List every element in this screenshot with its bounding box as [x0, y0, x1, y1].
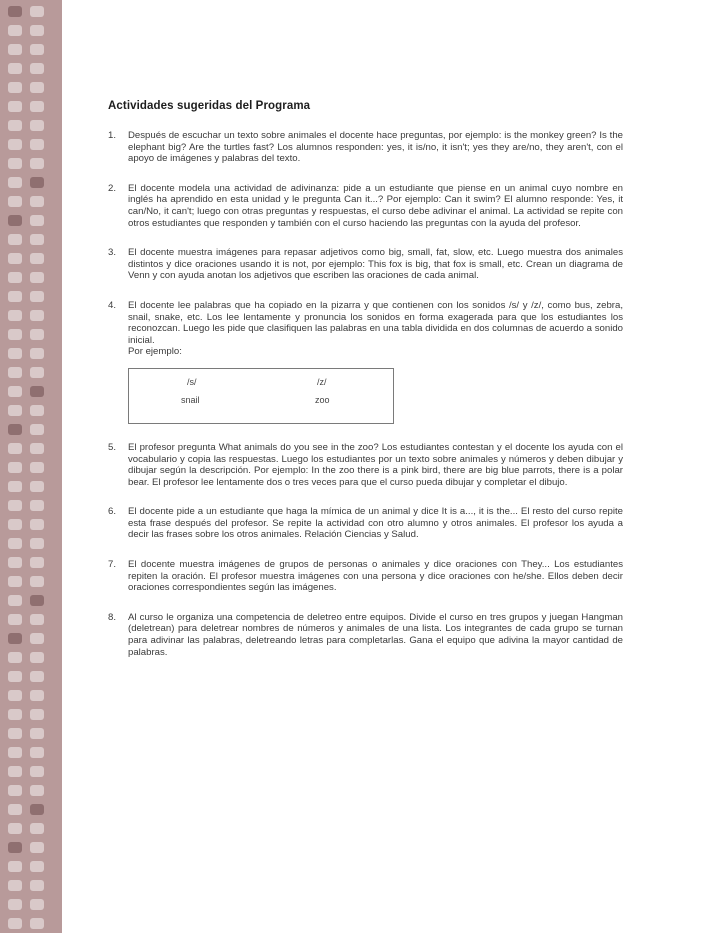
- binding-hole: [8, 291, 22, 302]
- list-item: [108, 130, 623, 165]
- item-text: Después de escuchar un texto sobre animales el docente hace preguntas, por ejemplo: is the monkey green? Is the elephant big? Are the turtles fast? Los alumnos responden: yes, it is/no, it isn't; yes they are/no, they aren't, con el apoyo de imágenes y palabras del texto.: [128, 130, 623, 165]
- binding-hole: [30, 215, 44, 226]
- binding-hole: [8, 785, 22, 796]
- binding-hole: [8, 842, 22, 853]
- binding-hole: [30, 329, 44, 340]
- binding-hole: [30, 158, 44, 169]
- binding-hole: [30, 424, 44, 435]
- notebook-binding: [0, 0, 62, 933]
- binding-hole: [8, 576, 22, 587]
- binding-hole: [8, 557, 22, 568]
- list-item: [108, 506, 623, 541]
- binding-hole: [30, 462, 44, 473]
- item-number: 3.: [108, 247, 117, 259]
- binding-hole: [30, 348, 44, 359]
- binding-hole: [8, 918, 22, 929]
- binding-hole: [30, 823, 44, 834]
- binding-hole: [30, 234, 44, 245]
- binding-hole: [8, 158, 22, 169]
- page-title: Actividades sugeridas del Programa: [108, 100, 311, 112]
- binding-hole: [30, 671, 44, 682]
- binding-hole: [30, 291, 44, 302]
- binding-hole: [8, 595, 22, 606]
- binding-hole: [8, 177, 22, 188]
- example-header-z: /z/: [317, 376, 327, 387]
- binding-hole: [8, 139, 22, 150]
- binding-hole: [8, 63, 22, 74]
- binding-hole: [30, 747, 44, 758]
- binding-hole: [30, 633, 44, 644]
- binding-hole: [30, 44, 44, 55]
- binding-hole: [8, 424, 22, 435]
- binding-hole: [8, 861, 22, 872]
- binding-hole: [30, 766, 44, 777]
- binding-hole: [30, 576, 44, 587]
- binding-hole: [30, 6, 44, 17]
- binding-hole: [8, 519, 22, 530]
- item-number: 8.: [108, 611, 117, 623]
- list-item: [108, 442, 623, 488]
- binding-hole: [8, 6, 22, 17]
- binding-hole: [30, 63, 44, 74]
- item-text: El profesor pregunta What animals do you see in the zoo? Los estudiantes contestan y el docente los ayuda con el vocabulario y copia las respuestas. Luego los estudiantes por un texto sobre animales y números y deben dibujar y dibujar según la descripción. Por ejemplo: In the zoo there is a pink bird, there are big blue parrots, there is a polar bear. El profesor lee lentamente dos o tres veces para que el curso pueda dibujar y completar el dibujo.: [128, 441, 623, 488]
- binding-hole: [30, 120, 44, 131]
- binding-hole: [30, 310, 44, 321]
- binding-hole: [30, 405, 44, 416]
- binding-hole: [8, 25, 22, 36]
- binding-hole: [30, 899, 44, 910]
- example-word-s: snail: [181, 394, 200, 405]
- item-number: 7.: [108, 559, 117, 571]
- binding-hole: [8, 329, 22, 340]
- example-word-z: zoo: [315, 394, 330, 405]
- binding-hole: [30, 25, 44, 36]
- example-header-s: /s/: [187, 376, 197, 387]
- binding-hole: [30, 652, 44, 663]
- binding-hole: [30, 880, 44, 891]
- binding-hole: [8, 386, 22, 397]
- binding-hole: [30, 557, 44, 568]
- binding-hole: [8, 367, 22, 378]
- binding-hole: [30, 196, 44, 207]
- binding-hole: [8, 652, 22, 663]
- item-text: El docente lee palabras que ha copiado en la pizarra y que contienen con los sonidos /s/ y /z/, como bus, zebra, snail, snake, etc. Los lee lentamente y pronuncia los sonidos en forma exagerada para que los estudiantes los reconozcan. Luego les pide que clasifiquen las palabras en una tabla dividida en dos columnas de acuerdo a sonido inicial.: [128, 299, 623, 346]
- binding-hole: [30, 861, 44, 872]
- item-number: 2.: [108, 182, 117, 194]
- binding-hole: [30, 367, 44, 378]
- binding-hole: [8, 253, 22, 264]
- document-page: [108, 100, 623, 676]
- list-item: [108, 300, 623, 424]
- binding-hole: [8, 747, 22, 758]
- binding-hole: [8, 82, 22, 93]
- binding-hole: [8, 538, 22, 549]
- binding-hole: [8, 728, 22, 739]
- item-text: El docente modela una actividad de adivinanza: pide a un estudiante que piense en un animal cuyo nombre en inglés ha aprendido en esta unidad y le pregunta Can it...? Por ejemplo: Can it swim? El alumno responde: Yes, it can/No, it can't; luego con otras preguntas y respuestas, el curso debe adivinar el animal. La actividad se repite con otros estudiantes que responden y también con el curso haciendo las preguntas con la ayuda del profesor.: [128, 182, 623, 229]
- binding-hole: [8, 709, 22, 720]
- binding-hole: [8, 101, 22, 112]
- binding-hole: [8, 234, 22, 245]
- binding-hole: [8, 899, 22, 910]
- binding-hole: [8, 196, 22, 207]
- binding-hole: [30, 595, 44, 606]
- list-item: [108, 183, 623, 229]
- item-number: 4.: [108, 299, 117, 311]
- binding-hole: [8, 880, 22, 891]
- binding-hole: [8, 120, 22, 131]
- binding-hole: [30, 272, 44, 283]
- binding-hole: [30, 386, 44, 397]
- binding-hole: [8, 500, 22, 511]
- binding-hole: [30, 177, 44, 188]
- binding-hole: [30, 785, 44, 796]
- binding-hole: [8, 272, 22, 283]
- binding-hole: [30, 709, 44, 720]
- binding-hole: [8, 671, 22, 682]
- item-text: El docente muestra imágenes de grupos de personas o animales y dice oraciones con They... Los estudiantes repiten la oración. El profesor muestra imágenes con una persona y dice oraciones con he/she. Ellos deben decir oraciones correspondientes según las imágenes.: [128, 559, 623, 594]
- binding-hole: [8, 348, 22, 359]
- binding-hole: [30, 139, 44, 150]
- binding-hole: [30, 519, 44, 530]
- list-item: [108, 612, 623, 658]
- binding-hole: [8, 766, 22, 777]
- binding-hole: [8, 215, 22, 226]
- binding-hole: [30, 728, 44, 739]
- binding-hole: [8, 405, 22, 416]
- binding-hole: [30, 481, 44, 492]
- binding-hole: [8, 614, 22, 625]
- binding-hole: [30, 101, 44, 112]
- binding-hole: [30, 614, 44, 625]
- binding-hole: [8, 481, 22, 492]
- item-number: 5.: [108, 441, 117, 453]
- binding-hole: [8, 804, 22, 815]
- item-text: El docente pide a un estudiante que haga la mímica de un animal y dice It is a..., it is the... El resto del curso repite esta frase después del profesor. Se repite la actividad con otro alumno y otros animales. El profesor los ayuda a decir las frases sobre los otros animales. Relación Ciencias y Salud.: [128, 506, 623, 541]
- binding-hole: [8, 690, 22, 701]
- binding-hole: [30, 82, 44, 93]
- binding-hole: [30, 918, 44, 929]
- binding-hole: [8, 44, 22, 55]
- binding-hole: [30, 443, 44, 454]
- binding-hole: [8, 633, 22, 644]
- list-item: [108, 559, 623, 594]
- example-table: [128, 368, 394, 424]
- binding-hole: [30, 690, 44, 701]
- binding-hole: [30, 500, 44, 511]
- binding-hole: [30, 253, 44, 264]
- binding-hole: [8, 462, 22, 473]
- item-text: El docente muestra imágenes para repasar adjetivos como big, small, fat, slow, etc. Luego muestra dos animales distintos y dice oraciones usando it is not, por ejemplo: This fox is big, that fox is small, etc. Crean un diagrama de Venn y con ayuda anotan los adjetivos que escriben las oraciones de cada animal.: [128, 247, 623, 282]
- binding-hole: [30, 804, 44, 815]
- item-text: Al curso le organiza una competencia de deletreo entre equipos. Divide el curso en tres grupos y juegan Hangman (deletrean) para deletrear nombres de números y animales de una lista. Los integrantes de cada grupo se turnan para adivinar las palabras, deletreando letras para completarlas. Gana el equipo que adivina la mayor cantidad de palabras.: [128, 611, 623, 658]
- binding-hole: [30, 842, 44, 853]
- binding-hole: [30, 538, 44, 549]
- list-item: [108, 247, 623, 282]
- binding-hole: [8, 443, 22, 454]
- item-number: 1.: [108, 130, 117, 141]
- binding-hole: [8, 310, 22, 321]
- item-number: 6.: [108, 506, 117, 518]
- example-label: Por ejemplo:: [128, 346, 182, 358]
- binding-hole: [8, 823, 22, 834]
